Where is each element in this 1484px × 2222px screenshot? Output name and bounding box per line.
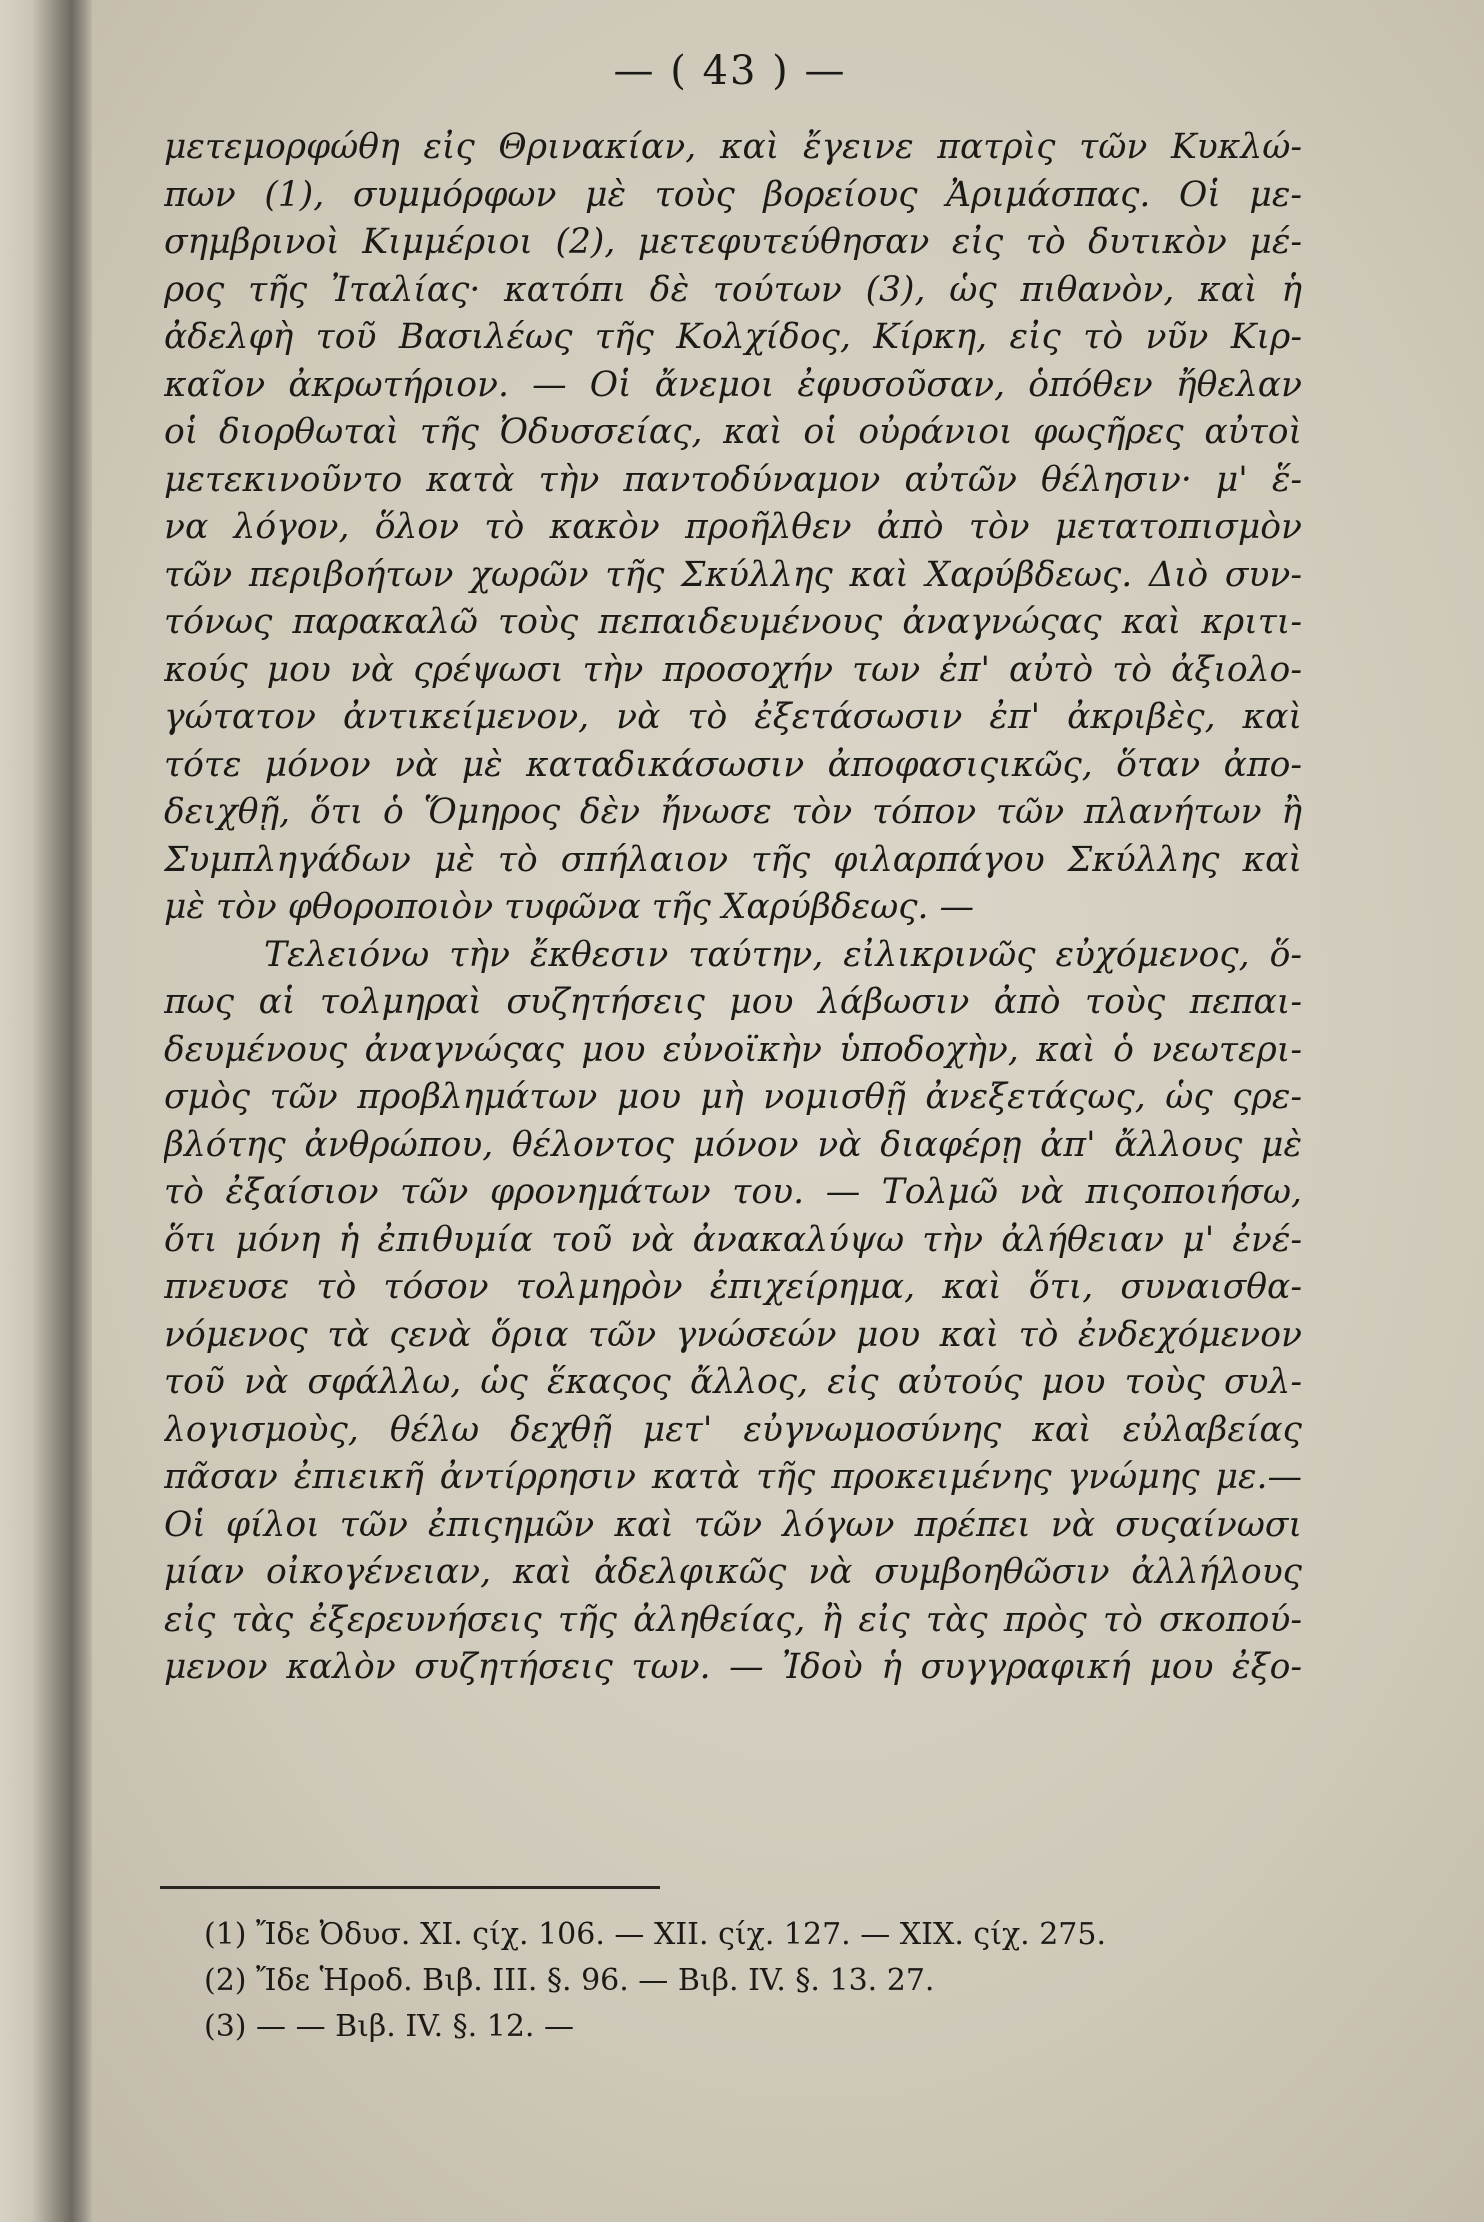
text-line: πως αἱ τολμηραὶ συζητήσεις μου λάβωσιν ἀπὸ τοὺς πεπαι- (164, 982, 1302, 1022)
text-line: τότε μόνον νὰ μὲ καταδικάσωσιν ἀποφασιςικῶς, ὅταν ἀπο- (164, 744, 1302, 785)
text-line: ρος τῆς Ἰταλίας· κατόπι δὲ τούτων (3), ὡς πιθανὸν, καὶ ἡ (164, 269, 1302, 310)
text-line: πᾶσαν ἐπιεικῆ ἀντίρρησιν κατὰ τῆς προκειμένης γνώμης με.— (164, 1457, 1302, 1497)
text-line: σμὸς τῶν προβλημάτων μου μὴ νομισθῇ ἀνεξετάςως, ὡς ςρε- (164, 1077, 1302, 1117)
text-line: πων (1), συμμόρφων μὲ τοὺς βορείους Ἀριμάσπας. Οἱ με- (164, 174, 1302, 215)
main-text (164, 124, 1302, 1692)
text-line: γώτατον ἀντικείμενον, νὰ τὸ ἐξετάσωσιν ἐπ' ἀκριβὲς, καὶ (164, 697, 1302, 737)
text-line: οἱ διορθωταὶ τῆς Ὀδυσσείας, καὶ οἱ οὐράνιοι φωςῆρες αὐτοὶ (164, 412, 1302, 452)
text-line: μίαν οἰκογένειαν, καὶ ἀδελφικῶς νὰ συμβοηθῶσιν ἀλλήλους (164, 1552, 1302, 1592)
text-line: βλότης ἀνθρώπου, θέλοντος μόνον νὰ διαφέρῃ ἀπ' ἄλλους μὲ (164, 1124, 1302, 1165)
paragraph-end-line: μὲ τὸν φθοροποιὸν τυφῶνα τῆς Χαρύβδεως. — (164, 887, 974, 927)
page-number: — ( 43 ) — (613, 48, 847, 94)
text-line: τῶν περιβοήτων χωρῶν τῆς Σκύλλης καὶ Χαρύβδεως. Διὸ συν- (164, 554, 1302, 595)
text-line: τὸ ἐξαίσιον τῶν φρονημάτων του. — Τολμῶ νὰ πιςοποιήσω, (164, 1172, 1302, 1212)
text-line: κούς μου νὰ ςρέψωσι τὴν προσοχήν των ἐπ' αὐτὸ τὸ ἀξιολο- (164, 649, 1302, 690)
text-line: ἀδελφὴ τοῦ Βασιλέως τῆς Κολχίδος, Κίρκη, εἰς τὸ νῦν Κιρ- (164, 317, 1302, 357)
text-line: πνευσε τὸ τόσον τολμηρὸν ἐπιχείρημα, καὶ ὅτι, συναισθα- (164, 1267, 1302, 1307)
text-line: τόνως παρακαλῶ τοὺς πεπαιδευμένους ἀναγνώςας καὶ κριτι- (164, 602, 1302, 642)
text-line: δειχθῇ, ὅτι ὁ Ὅμηρος δὲν ἤνωσε τὸν τόπον τῶν πλανήτων ἢ (164, 792, 1302, 832)
footnote-2: (2) Ἴδε Ἡροδ. Βιβ. III. §. 96. — Βιβ. IV. §. 13. 27. (204, 1963, 935, 1998)
text-line: μετεμορφώθη εἰς Θρινακίαν, καὶ ἔγεινε πατρὶς τῶν Κυκλώ- (164, 127, 1302, 167)
footnotes (204, 1912, 1304, 2050)
text-line: μενον καλὸν συζητήσεις των. — Ἰδοὺ ἡ συγγραφική μου ἐξο- (164, 1647, 1302, 1687)
text-line: εἰς τὰς ἐξερευνήσεις τῆς ἀληθείας, ἢ εἰς τὰς πρὸς τὸ σκοπού- (164, 1599, 1302, 1640)
text-line: μετεκινοῦντο κατὰ τὴν παντοδύναμον αὐτῶν θέλησιν· μ' ἕ- (164, 459, 1302, 500)
text-line: σημβρινοὶ Κιμμέριοι (2), μετεφυτεύθησαν εἰς τὸ δυτικὸν μέ- (164, 222, 1302, 262)
paragraph-start-line: Τελειόνω τὴν ἔκθεσιν ταύτην, εἰλικρινῶς εὐχόμενος, ὅ- (264, 934, 1302, 975)
text-line: δευμένους ἀναγνώςας μου εὐνοϊκὴν ὑποδοχὴν, καὶ ὁ νεωτερι- (164, 1029, 1302, 1070)
text-line: Συμπληγάδων μὲ τὸ σπήλαιον τῆς φιλαρπάγου Σκύλλης καὶ (164, 839, 1302, 880)
binding-gutter-shadow (0, 0, 92, 2222)
footnote-3: (3) — — Βιβ. IV. §. 12. — (204, 2009, 574, 2044)
footnote-1: (1) Ἴδε Ὀδυσ. XI. ςίχ. 106. — XII. ςίχ. 127. — XIX. ςίχ. 275. (204, 1917, 1107, 1952)
footnote-divider (160, 1886, 660, 1889)
text-line: Οἱ φίλοι τῶν ἐπιςημῶν καὶ τῶν λόγων πρέπει νὰ συςαίνωσι (164, 1504, 1302, 1545)
text-line: να λόγον, ὅλον τὸ κακὸν προῆλθεν ἀπὸ τὸν μετατοπισμὸν (164, 507, 1302, 547)
text-line: ὅτι μόνη ἡ ἐπιθυμία τοῦ νὰ ἀνακαλύψω τὴν ἀλήθειαν μ' ἐνέ- (164, 1219, 1302, 1260)
text-line: λογισμοὺς, θέλω δεχθῇ μετ' εὐγνωμοσύνης καὶ εὐλαβείας (164, 1409, 1302, 1450)
text-line: νόμενος τὰ ςενὰ ὅρια τῶν γνώσεών μου καὶ τὸ ἐνδεχόμενον (164, 1314, 1302, 1355)
text-line: τοῦ νὰ σφάλλω, ὡς ἕκαςος ἄλλος, εἰς αὐτούς μου τοὺς συλ- (164, 1362, 1302, 1402)
text-line: καῖον ἀκρωτήριον. — Οἱ ἄνεμοι ἐφυσοῦσαν, ὁπόθεν ἤθελαν (164, 364, 1302, 405)
